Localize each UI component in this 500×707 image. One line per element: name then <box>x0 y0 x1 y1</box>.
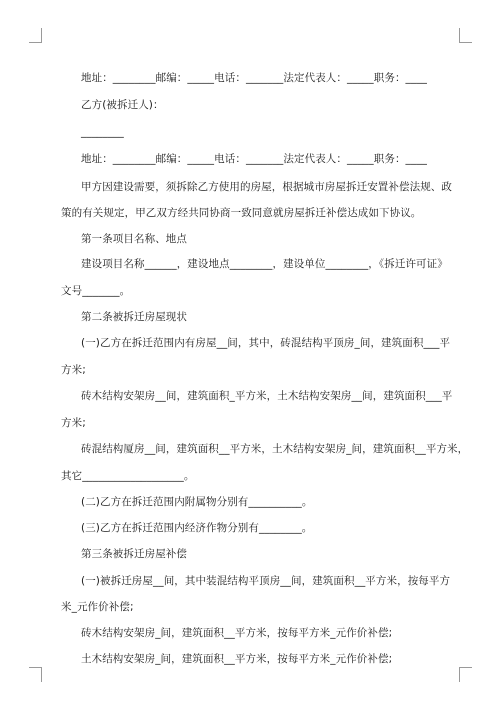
party-b-heading: 乙方(被拆迁人)： <box>81 99 164 111</box>
party-b-name-blank: ________ <box>81 126 124 138</box>
crop-mark-bottom-left <box>29 667 42 682</box>
article-2-heading: 第二条被拆迁房屋现状 <box>81 311 187 323</box>
article-3-heading: 第三条被拆迁房屋补偿 <box>81 548 187 560</box>
party-b-address-line: 地址：________邮编：_____电话：_______法定代表人：_____职务：____ <box>81 153 427 165</box>
article-1-line-1: 建设项目名称______，建设地点________，建设单位________，《拆迁许可证》 <box>81 258 448 270</box>
preamble-line-1: 甲方因建设需要，须拆除乙方使用的房屋，根据城市房屋拆迁安置补偿法规、政 <box>81 181 452 193</box>
article-2-item-1-line-5: 砖混结构厦房__间，建筑面积__平方米，土木结构安架房_间，建筑面积__平方米， <box>81 443 469 455</box>
article-3-item-1-line-1: (一)被拆迁房屋__间，其中装混结构平顶房__间，建筑面积__平方米，按每平方 <box>81 575 451 587</box>
party-a-address-line: 地址：________邮编：_____电话：_______法定代表人：_____职务：____ <box>81 72 427 84</box>
preamble-line-2: 策的有关规定，甲乙双方经共同协商一致同意就房屋拆迁补偿达成如下协议。 <box>61 207 422 219</box>
crop-mark-bottom-right <box>459 667 472 682</box>
article-2-item-2: (二)乙方在拆迁范围内附属物分别有__________。 <box>81 496 313 508</box>
article-2-item-1-line-1: (一)乙方在拆迁范围内有房屋__间，其中，砖混结构平顶房_间，建筑面积___平 <box>81 337 451 349</box>
article-3-item-1-line-2: 米_元作价补偿; <box>61 601 134 613</box>
article-3-item-1-line-3: 砖木结构安架房_间，建筑面积__平方米，按每平方米_元作价补偿; <box>81 627 393 639</box>
article-2-item-3: (三)乙方在拆迁范围内经济作物分别有________。 <box>81 522 313 534</box>
article-2-item-1-line-4: 方米; <box>61 417 86 429</box>
article-3-item-1-line-4: 土木结构安架房_间，建筑面积__平方米，按每平方米_元作价补偿; <box>81 653 393 665</box>
article-2-item-1-line-6: 其它___________________。 <box>61 470 195 482</box>
crop-mark-top-left <box>29 28 42 43</box>
article-1-heading: 第一条项目名称、地点 <box>81 233 187 245</box>
article-2-item-1-line-2: 方米; <box>61 364 86 376</box>
article-2-item-1-line-3: 砖木结构安架房__间，建筑面积_平方米，土木结构安架房__间，建筑面积___平 <box>81 390 453 402</box>
article-1-line-2: 文号_______。 <box>61 285 131 297</box>
crop-mark-top-right <box>459 28 472 43</box>
